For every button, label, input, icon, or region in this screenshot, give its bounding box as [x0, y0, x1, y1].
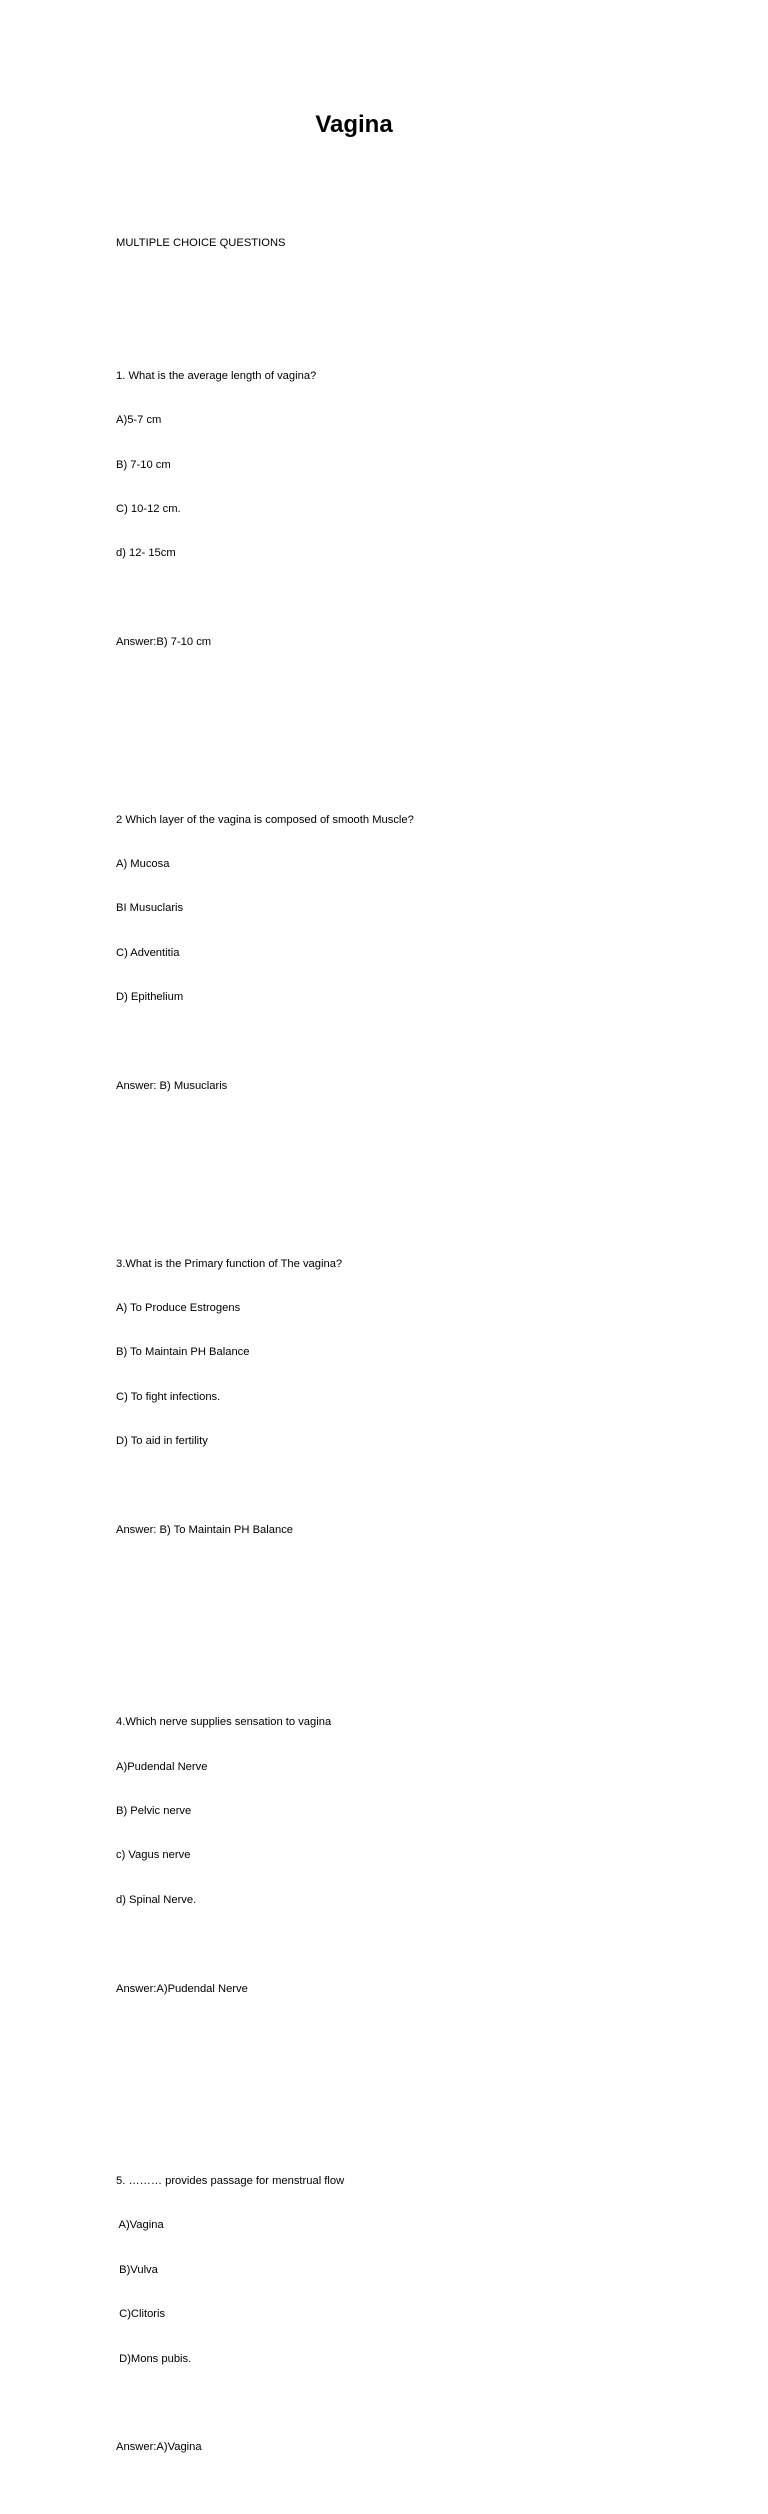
question-text: 2 Which layer of the vagina is composed of smooth Muscle? — [116, 813, 414, 826]
option: C) Adventitia — [116, 946, 180, 959]
question-2 — [116, 783, 676, 1123]
option: C) 10-12 cm. — [116, 502, 181, 515]
question-text: 5. ……… provides passage for menstrual flow — [116, 2174, 345, 2187]
option: BI Musuclaris — [116, 902, 184, 915]
question-4 — [116, 1686, 676, 2026]
option: A) To Produce Estrogens — [116, 1301, 241, 1314]
question-text: 1. What is the average length of vagina? — [116, 369, 317, 382]
answer: Answer: B) Musuclaris — [116, 1080, 228, 1093]
option: A)Pudendal Nerve — [116, 1760, 208, 1773]
option: C) To fight infections. — [116, 1390, 221, 1403]
answer: Answer:B) 7-10 cm — [116, 636, 212, 649]
option: A) Mucosa — [116, 858, 170, 871]
option: C)Clitoris — [116, 2308, 166, 2321]
question-text: 4.Which nerve supplies sensation to vagina — [116, 1716, 332, 1729]
option: A)5-7 cm — [116, 414, 162, 427]
section-heading: MULTIPLE CHOICE QUESTIONS — [116, 236, 286, 249]
option: B)Vulva — [116, 2263, 158, 2276]
option: D) To aid in fertility — [116, 1435, 208, 1448]
option: D)Mons pubis. — [116, 2352, 192, 2365]
answer: Answer: B) To Maintain PH Balance — [116, 1523, 294, 1536]
page-title: Vagina — [315, 111, 393, 138]
document-body — [116, 206, 676, 2514]
option: A)Vagina — [116, 2219, 164, 2232]
question-5 — [116, 2144, 676, 2484]
option: c) Vagus nerve — [116, 1849, 191, 1862]
option: d) 12- 15cm — [116, 547, 176, 560]
answer: Answer:A)Pudendal Nerve — [116, 1982, 248, 1995]
question-1 — [116, 339, 676, 679]
option: B) To Maintain PH Balance — [116, 1346, 250, 1359]
option: B) Pelvic nerve — [116, 1805, 192, 1818]
option: D) Epithelium — [116, 991, 184, 1004]
option: d) Spinal Nerve. — [116, 1893, 197, 1906]
question-text: 3.What is the Primary function of The vagina? — [116, 1257, 343, 1270]
option: B) 7-10 cm — [116, 458, 171, 471]
answer: Answer:A)Vagina — [116, 2441, 202, 2454]
question-3 — [116, 1227, 676, 1567]
